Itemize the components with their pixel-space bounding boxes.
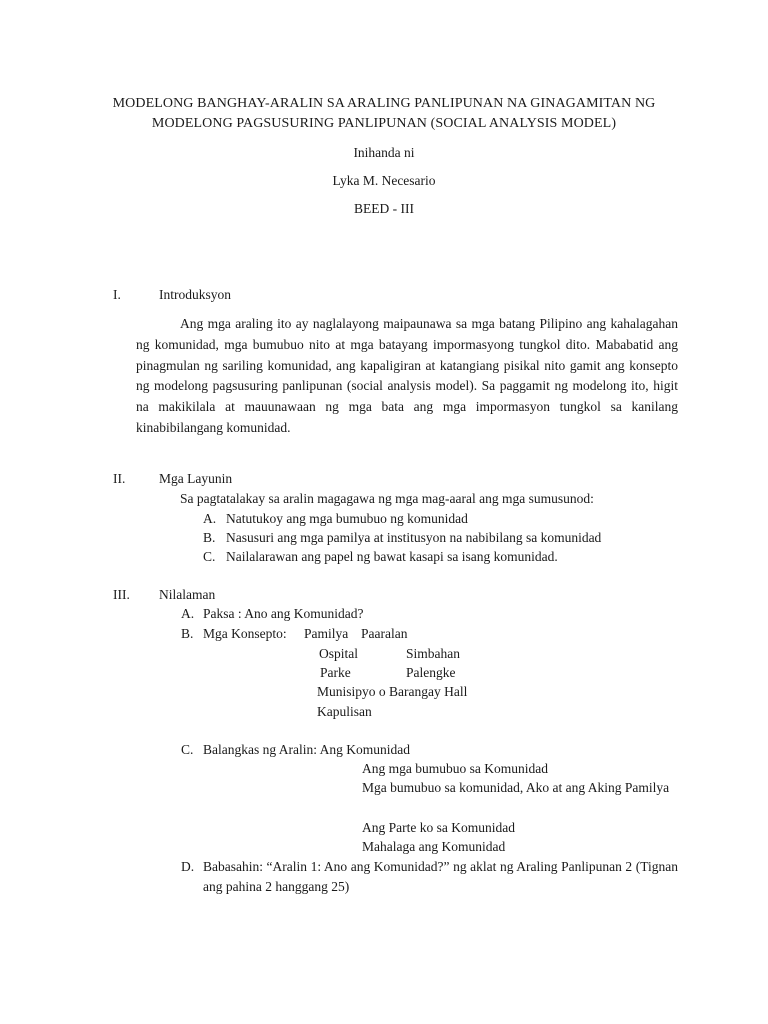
content-a-letter: A. xyxy=(181,606,195,621)
objective-c-text: Nailalarawan ang papel ng bawat kasapi sa isang komunidad. xyxy=(226,549,558,564)
section-3-numeral: III. xyxy=(113,587,130,602)
outline-item-4: Mahalaga ang Komunidad xyxy=(362,839,506,854)
concept-paaralan: Paaralan xyxy=(361,626,408,641)
objective-c-letter: C. xyxy=(203,549,216,564)
concepts-label: Mga Konsepto: xyxy=(203,626,287,641)
section-2-numeral: II. xyxy=(113,471,126,486)
prepared-by-label: Inihanda ni xyxy=(353,145,415,160)
objective-a-letter: A. xyxy=(203,511,217,526)
document-title xyxy=(60,94,708,134)
objective-b-letter: B. xyxy=(203,530,216,545)
concept-parke: Parke xyxy=(320,665,351,680)
content-b-letter: B. xyxy=(181,626,194,641)
content-c-letter: C. xyxy=(181,742,194,757)
title-line-2: MODELONG PAGSUSURING PANLIPUNAN (SOCIAL ANALYSIS MODEL) xyxy=(151,116,617,131)
section-2-heading: Mga Layunin xyxy=(159,471,233,486)
content-c-text: Balangkas ng Aralin: Ang Komunidad xyxy=(203,742,410,757)
concept-kapulisan: Kapulisan xyxy=(317,704,372,719)
concept-palengke: Palengke xyxy=(406,665,456,680)
section-1-numeral: I. xyxy=(113,287,121,302)
concept-munisipyo: Munisipyo o Barangay Hall xyxy=(317,684,468,699)
content-a-text: Paksa : Ano ang Komunidad? xyxy=(203,606,364,621)
objective-a-text: Natutukoy ang mga bumubuo ng komunidad xyxy=(226,511,468,526)
title-line-1: MODELONG BANGHAY-ARALIN SA ARALING PANLIPUNAN NA GINAGAMITAN NG xyxy=(112,96,656,111)
content-d-letter: D. xyxy=(181,859,195,874)
objectives-intro: Sa pagtatalakay sa aralin magagawa ng mga mag-aaral ang mga sumusunod: xyxy=(180,491,594,506)
objective-b-text: Nasusuri ang mga pamilya at institusyon na nabibilang sa komunidad xyxy=(226,530,602,545)
section-3-heading: Nilalaman xyxy=(159,587,216,602)
section-1-heading: Introduksyon xyxy=(159,287,231,302)
introduction-paragraph xyxy=(136,314,678,439)
content-d-text: Babasahin: “Aralin 1: Ano ang Komunidad?” ng aklat ng Araling Panlipunan 2 (Tignan ang pahina 2 hanggang 25) xyxy=(203,859,678,894)
concept-simbahan: Simbahan xyxy=(406,646,460,661)
outline-item-2: Mga bumubuo sa komunidad, Ako at ang Aking Pamilya xyxy=(362,780,670,795)
introduction-text: Ang mga araling ito ay naglalayong maipaunawa sa mga batang Pilipino ang kahalagahan ng komunidad, mga bumubuo nito at mga batayang impormasyong tungkol dito. Mababatid ang pinagmulan ng sariling komunidad, ang kapaligiran at katangiang pisikal nito gamit ang konsepto ng modelong pagsusuring panlipunan (social analysis model). Sa paggamit ng modelong ito, higit na makikilala at mauunawaan ng mga bata ang mga impormasyon tungkol sa kanilang kinabibilangang komunidad. xyxy=(136,316,678,435)
outline-item-1: Ang mga bumubuo sa Komunidad xyxy=(362,761,548,776)
author-name: Lyka M. Necesario xyxy=(332,173,436,188)
outline-item-3: Ang Parte ko sa Komunidad xyxy=(362,820,515,835)
course-label: BEED - III xyxy=(354,201,414,216)
concept-pamilya: Pamilya xyxy=(304,626,349,641)
concept-ospital: Ospital xyxy=(319,646,358,661)
